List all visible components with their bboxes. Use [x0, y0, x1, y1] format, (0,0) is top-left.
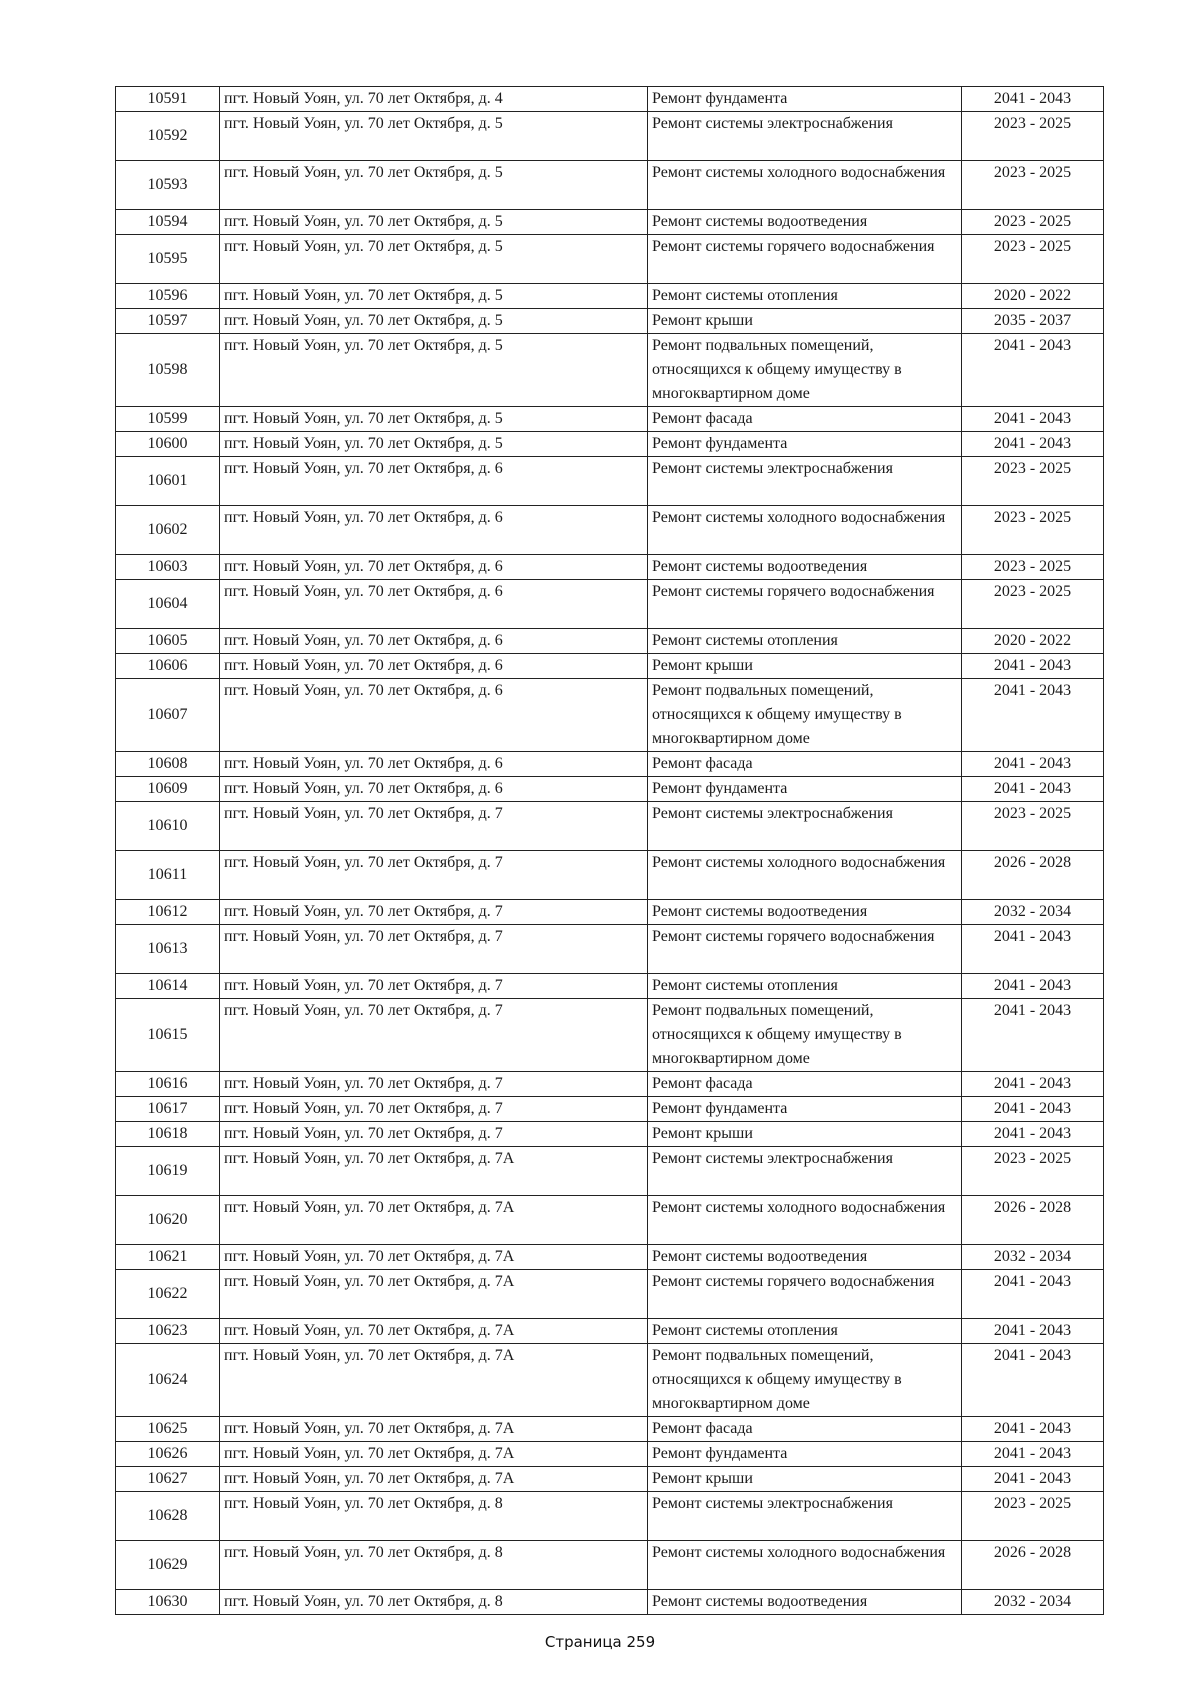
table-row	[116, 284, 1104, 309]
table-row	[116, 1492, 1104, 1541]
table-row	[116, 407, 1104, 432]
row-address: пгт. Новый Уоян, ул. 70 лет Октября, д. 7А	[220, 1245, 648, 1270]
table-row	[116, 1467, 1104, 1492]
row-work-type: Ремонт системы холодного водоснабжения	[648, 1541, 962, 1590]
row-work-type: Ремонт системы электроснабжения	[648, 1147, 962, 1196]
row-period: 2023 - 2025	[962, 580, 1104, 629]
table-row	[116, 161, 1104, 210]
row-period: 2041 - 2043	[962, 1097, 1104, 1122]
row-period: 2020 - 2022	[962, 629, 1104, 654]
table-row	[116, 802, 1104, 851]
row-address: пгт. Новый Уоян, ул. 70 лет Октября, д. 8	[220, 1541, 648, 1590]
row-number: 10601	[116, 457, 220, 506]
row-number: 10599	[116, 407, 220, 432]
row-work-type: Ремонт фасада	[648, 752, 962, 777]
row-work-type: Ремонт системы водоотведения	[648, 900, 962, 925]
page-number: Страница 259	[544, 1633, 656, 1651]
row-work-type: Ремонт системы электроснабжения	[648, 802, 962, 851]
row-number: 10630	[116, 1590, 220, 1615]
row-work-type: Ремонт системы отопления	[648, 974, 962, 999]
table-row	[116, 1122, 1104, 1147]
table-row	[116, 112, 1104, 161]
table-row	[116, 777, 1104, 802]
row-period: 2041 - 2043	[962, 752, 1104, 777]
row-address: пгт. Новый Уоян, ул. 70 лет Октября, д. 7	[220, 802, 648, 851]
row-work-type: Ремонт фундамента	[648, 1442, 962, 1467]
table-row	[116, 1541, 1104, 1590]
row-address: пгт. Новый Уоян, ул. 70 лет Октября, д. 5	[220, 210, 648, 235]
row-work-type: Ремонт системы электроснабжения	[648, 1492, 962, 1541]
row-address: пгт. Новый Уоян, ул. 70 лет Октября, д. 7А	[220, 1147, 648, 1196]
row-address: пгт. Новый Уоян, ул. 70 лет Октября, д. 8	[220, 1492, 648, 1541]
row-number: 10629	[116, 1541, 220, 1590]
row-period: 2041 - 2043	[962, 87, 1104, 112]
row-number: 10625	[116, 1417, 220, 1442]
row-number: 10605	[116, 629, 220, 654]
row-number: 10600	[116, 432, 220, 457]
row-number: 10594	[116, 210, 220, 235]
row-work-type: Ремонт подвальных помещений, относящихся к общему имуществу в многоквартирном доме	[648, 999, 962, 1072]
row-period: 2023 - 2025	[962, 555, 1104, 580]
row-number: 10598	[116, 334, 220, 407]
row-number: 10591	[116, 87, 220, 112]
row-work-type: Ремонт крыши	[648, 1122, 962, 1147]
row-number: 10619	[116, 1147, 220, 1196]
table-row	[116, 1442, 1104, 1467]
row-address: пгт. Новый Уоян, ул. 70 лет Октября, д. 7	[220, 925, 648, 974]
row-work-type: Ремонт системы водоотведения	[648, 1245, 962, 1270]
row-period: 2032 - 2034	[962, 1245, 1104, 1270]
row-period: 2032 - 2034	[962, 900, 1104, 925]
row-work-type: Ремонт системы горячего водоснабжения	[648, 925, 962, 974]
row-address: пгт. Новый Уоян, ул. 70 лет Октября, д. 7	[220, 900, 648, 925]
table-row	[116, 432, 1104, 457]
row-number: 10614	[116, 974, 220, 999]
table-row	[116, 1097, 1104, 1122]
row-work-type: Ремонт фасада	[648, 1417, 962, 1442]
row-address: пгт. Новый Уоян, ул. 70 лет Октября, д. 7А	[220, 1467, 648, 1492]
row-address: пгт. Новый Уоян, ул. 70 лет Октября, д. 7А	[220, 1196, 648, 1245]
row-number: 10609	[116, 777, 220, 802]
row-work-type: Ремонт фундамента	[648, 1097, 962, 1122]
row-address: пгт. Новый Уоян, ул. 70 лет Октября, д. 7А	[220, 1319, 648, 1344]
row-period: 2041 - 2043	[962, 777, 1104, 802]
row-number: 10606	[116, 654, 220, 679]
row-period: 2041 - 2043	[962, 974, 1104, 999]
row-work-type: Ремонт системы электроснабжения	[648, 112, 962, 161]
row-period: 2041 - 2043	[962, 407, 1104, 432]
table-row	[116, 235, 1104, 284]
row-address: пгт. Новый Уоян, ул. 70 лет Октября, д. 5	[220, 407, 648, 432]
table-row	[116, 974, 1104, 999]
row-number: 10627	[116, 1467, 220, 1492]
row-period: 2041 - 2043	[962, 1442, 1104, 1467]
row-work-type: Ремонт системы отопления	[648, 629, 962, 654]
table-row	[116, 457, 1104, 506]
table-row	[116, 309, 1104, 334]
row-number: 10596	[116, 284, 220, 309]
row-work-type: Ремонт фундамента	[648, 777, 962, 802]
repair-schedule-table	[115, 86, 1104, 1615]
row-address: пгт. Новый Уоян, ул. 70 лет Октября, д. 7А	[220, 1270, 648, 1319]
row-address: пгт. Новый Уоян, ул. 70 лет Октября, д. 6	[220, 580, 648, 629]
table-row	[116, 334, 1104, 407]
row-period: 2023 - 2025	[962, 802, 1104, 851]
row-period: 2032 - 2034	[962, 1590, 1104, 1615]
row-work-type: Ремонт крыши	[648, 654, 962, 679]
row-number: 10628	[116, 1492, 220, 1541]
row-number: 10610	[116, 802, 220, 851]
row-number: 10623	[116, 1319, 220, 1344]
table-row	[116, 1147, 1104, 1196]
row-period: 2026 - 2028	[962, 1541, 1104, 1590]
row-work-type: Ремонт системы холодного водоснабжения	[648, 851, 962, 900]
table-row	[116, 555, 1104, 580]
row-address: пгт. Новый Уоян, ул. 70 лет Октября, д. 6	[220, 679, 648, 752]
row-work-type: Ремонт системы водоотведения	[648, 1590, 962, 1615]
row-address: пгт. Новый Уоян, ул. 70 лет Октября, д. 7	[220, 999, 648, 1072]
row-period: 2041 - 2043	[962, 679, 1104, 752]
row-work-type: Ремонт крыши	[648, 309, 962, 334]
row-address: пгт. Новый Уоян, ул. 70 лет Октября, д. 7А	[220, 1442, 648, 1467]
row-period: 2023 - 2025	[962, 235, 1104, 284]
row-address: пгт. Новый Уоян, ул. 70 лет Октября, д. 5	[220, 432, 648, 457]
table-row	[116, 210, 1104, 235]
row-address: пгт. Новый Уоян, ул. 70 лет Октября, д. 7	[220, 1122, 648, 1147]
table-row	[116, 1245, 1104, 1270]
row-period: 2023 - 2025	[962, 506, 1104, 555]
row-address: пгт. Новый Уоян, ул. 70 лет Октября, д. 6	[220, 654, 648, 679]
row-period: 2023 - 2025	[962, 457, 1104, 506]
row-number: 10611	[116, 851, 220, 900]
row-work-type: Ремонт системы отопления	[648, 1319, 962, 1344]
row-address: пгт. Новый Уоян, ул. 70 лет Октября, д. 7	[220, 1097, 648, 1122]
row-work-type: Ремонт фасада	[648, 407, 962, 432]
row-work-type: Ремонт системы холодного водоснабжения	[648, 1196, 962, 1245]
row-address: пгт. Новый Уоян, ул. 70 лет Октября, д. 5	[220, 161, 648, 210]
row-work-type: Ремонт системы водоотведения	[648, 555, 962, 580]
row-work-type: Ремонт фасада	[648, 1072, 962, 1097]
row-number: 10615	[116, 999, 220, 1072]
row-period: 2041 - 2043	[962, 432, 1104, 457]
row-number: 10620	[116, 1196, 220, 1245]
row-address: пгт. Новый Уоян, ул. 70 лет Октября, д. 7	[220, 974, 648, 999]
row-work-type: Ремонт системы электроснабжения	[648, 457, 962, 506]
row-address: пгт. Новый Уоян, ул. 70 лет Октября, д. 7А	[220, 1344, 648, 1417]
row-number: 10592	[116, 112, 220, 161]
row-work-type: Ремонт системы холодного водоснабжения	[648, 506, 962, 555]
row-number: 10607	[116, 679, 220, 752]
row-period: 2020 - 2022	[962, 284, 1104, 309]
row-period: 2035 - 2037	[962, 309, 1104, 334]
table-row	[116, 999, 1104, 1072]
row-address: пгт. Новый Уоян, ул. 70 лет Октября, д. 5	[220, 235, 648, 284]
row-number: 10597	[116, 309, 220, 334]
table-row	[116, 851, 1104, 900]
table-row	[116, 1072, 1104, 1097]
row-address: пгт. Новый Уоян, ул. 70 лет Октября, д. 7	[220, 1072, 648, 1097]
row-address: пгт. Новый Уоян, ул. 70 лет Октября, д. 5	[220, 112, 648, 161]
row-number: 10595	[116, 235, 220, 284]
row-period: 2023 - 2025	[962, 161, 1104, 210]
table-row	[116, 1590, 1104, 1615]
row-period: 2041 - 2043	[962, 1122, 1104, 1147]
row-period: 2041 - 2043	[962, 1417, 1104, 1442]
row-number: 10604	[116, 580, 220, 629]
table-row	[116, 87, 1104, 112]
row-work-type: Ремонт фундамента	[648, 87, 962, 112]
row-work-type: Ремонт системы холодного водоснабжения	[648, 161, 962, 210]
row-address: пгт. Новый Уоян, ул. 70 лет Октября, д. 6	[220, 629, 648, 654]
row-address: пгт. Новый Уоян, ул. 70 лет Октября, д. 8	[220, 1590, 648, 1615]
row-work-type: Ремонт системы горячего водоснабжения	[648, 580, 962, 629]
table-row	[116, 1344, 1104, 1417]
row-number: 10622	[116, 1270, 220, 1319]
row-address: пгт. Новый Уоян, ул. 70 лет Октября, д. 4	[220, 87, 648, 112]
row-period: 2041 - 2043	[962, 1344, 1104, 1417]
row-number: 10626	[116, 1442, 220, 1467]
row-period: 2023 - 2025	[962, 1492, 1104, 1541]
row-address: пгт. Новый Уоян, ул. 70 лет Октября, д. 7А	[220, 1417, 648, 1442]
row-address: пгт. Новый Уоян, ул. 70 лет Октября, д. 6	[220, 506, 648, 555]
row-number: 10608	[116, 752, 220, 777]
row-period: 2041 - 2043	[962, 654, 1104, 679]
table-row	[116, 654, 1104, 679]
row-work-type: Ремонт подвальных помещений, относящихся к общему имуществу в многоквартирном доме	[648, 679, 962, 752]
table-row	[116, 752, 1104, 777]
row-address: пгт. Новый Уоян, ул. 70 лет Октября, д. 5	[220, 284, 648, 309]
row-number: 10613	[116, 925, 220, 974]
row-address: пгт. Новый Уоян, ул. 70 лет Октября, д. 5	[220, 309, 648, 334]
row-work-type: Ремонт системы отопления	[648, 284, 962, 309]
row-period: 2041 - 2043	[962, 1319, 1104, 1344]
table-row	[116, 580, 1104, 629]
table-row	[116, 1270, 1104, 1319]
table-body	[116, 87, 1104, 1615]
row-period: 2041 - 2043	[962, 925, 1104, 974]
row-number: 10593	[116, 161, 220, 210]
table-row	[116, 900, 1104, 925]
table-row	[116, 629, 1104, 654]
row-period: 2026 - 2028	[962, 1196, 1104, 1245]
row-work-type: Ремонт подвальных помещений, относящихся к общему имуществу в многоквартирном доме	[648, 334, 962, 407]
row-period: 2023 - 2025	[962, 1147, 1104, 1196]
row-address: пгт. Новый Уоян, ул. 70 лет Октября, д. 6	[220, 752, 648, 777]
row-work-type: Ремонт фундамента	[648, 432, 962, 457]
row-period: 2041 - 2043	[962, 1270, 1104, 1319]
table-row	[116, 1196, 1104, 1245]
row-period: 2023 - 2025	[962, 210, 1104, 235]
row-work-type: Ремонт подвальных помещений, относящихся к общему имуществу в многоквартирном доме	[648, 1344, 962, 1417]
row-number: 10617	[116, 1097, 220, 1122]
row-period: 2041 - 2043	[962, 334, 1104, 407]
row-period: 2023 - 2025	[962, 112, 1104, 161]
row-period: 2041 - 2043	[962, 1467, 1104, 1492]
row-period: 2041 - 2043	[962, 1072, 1104, 1097]
row-work-type: Ремонт системы горячего водоснабжения	[648, 235, 962, 284]
row-number: 10621	[116, 1245, 220, 1270]
table-row	[116, 506, 1104, 555]
row-period: 2041 - 2043	[962, 999, 1104, 1072]
row-period: 2026 - 2028	[962, 851, 1104, 900]
row-number: 10612	[116, 900, 220, 925]
table-row	[116, 925, 1104, 974]
row-number: 10603	[116, 555, 220, 580]
table-row	[116, 1417, 1104, 1442]
row-work-type: Ремонт системы водоотведения	[648, 210, 962, 235]
table-row	[116, 679, 1104, 752]
row-number: 10624	[116, 1344, 220, 1417]
row-number: 10618	[116, 1122, 220, 1147]
row-address: пгт. Новый Уоян, ул. 70 лет Октября, д. 6	[220, 457, 648, 506]
row-address: пгт. Новый Уоян, ул. 70 лет Октября, д. 7	[220, 851, 648, 900]
row-address: пгт. Новый Уоян, ул. 70 лет Октября, д. 5	[220, 334, 648, 407]
row-address: пгт. Новый Уоян, ул. 70 лет Октября, д. 6	[220, 555, 648, 580]
table-row	[116, 1319, 1104, 1344]
row-number: 10616	[116, 1072, 220, 1097]
row-work-type: Ремонт крыши	[648, 1467, 962, 1492]
row-address: пгт. Новый Уоян, ул. 70 лет Октября, д. 6	[220, 777, 648, 802]
row-number: 10602	[116, 506, 220, 555]
row-work-type: Ремонт системы горячего водоснабжения	[648, 1270, 962, 1319]
